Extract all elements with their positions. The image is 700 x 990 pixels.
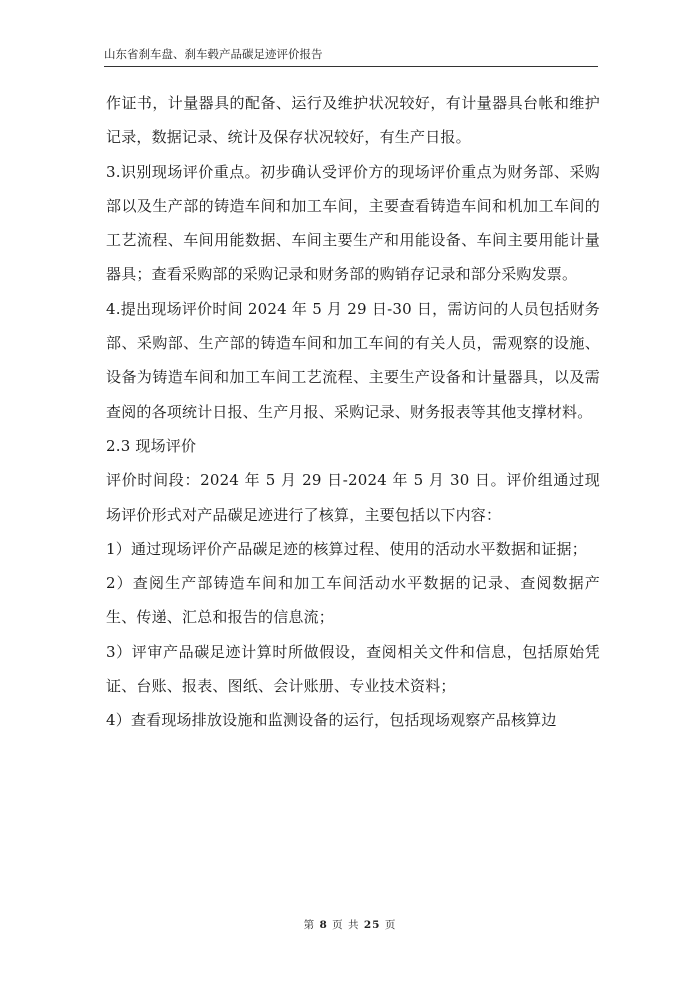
list-item-3: 3）评审产品碳足迹计算时所做假设，查阅相关文件和信息，包括原始凭证、台账、报表、图纸、会计账册、专业技术资料；: [106, 642, 600, 696]
paragraph-item-4: 4.提出现场评价时间 2024 年 5 月 29 日-30 日，需访问的人员包括财务部、采购部、生产部的铸造车间和加工车间的有关人员，需观察的设施、设备为铸造车间和加工车间工艺流程、主要生产设备和计量器具，以及需查阅的各项统计日报、生产月报、采购记录、财务报表等其他支撑材料。: [106, 299, 600, 421]
footer-middle: 页 共: [332, 919, 360, 931]
list-item-4: 4）查看现场排放设施和监测设备的运行，包括现场观察产品核算边: [106, 711, 557, 730]
page-total: 25: [363, 919, 381, 931]
page-number: 8: [319, 919, 328, 931]
list-item-2: 2）查阅生产部铸造车间和加工车间活动水平数据的记录、查阅数据产生、传递、汇总和报告的信息流；: [106, 574, 600, 627]
paragraph-continuation: 作证书，计量器具的配备、运行及维护状况较好，有计量器具台帐和维护记录，数据记录、统计及保存状况较好，有生产日报。: [106, 94, 600, 147]
list-item-1: 1）通过现场评价产品碳足迹的核算过程、使用的活动水平数据和证据；: [106, 539, 587, 558]
paragraph-item-3: 3.识别现场评价重点。初步确认受评价方的现场评价重点为财务部、采购部以及生产部的铸造车间和加工车间，主要查看铸造车间和机加工车间的工艺流程、车间用能数据、车间主要生产和用能设备、车间主要用能计量器具；查看采购部的采购记录和财务部的购销存记录和部分采购发票。: [106, 162, 600, 284]
footer-prefix: 第: [303, 919, 316, 931]
running-header: 山东省刹车盘、刹车毂产品碳足迹评价报告: [104, 46, 598, 67]
footer-suffix: 页: [384, 919, 397, 931]
page-body: [106, 86, 600, 738]
paragraph-evaluation-period: 评价时间段：2024 年 5 月 29 日-2024 年 5 月 30 日。评价组通过现场评价形式对产品碳足迹进行了核算，主要包括以下内容：: [106, 471, 600, 524]
section-heading-2-3: 2.3 现场评价: [106, 436, 197, 455]
page-footer: [0, 917, 700, 932]
